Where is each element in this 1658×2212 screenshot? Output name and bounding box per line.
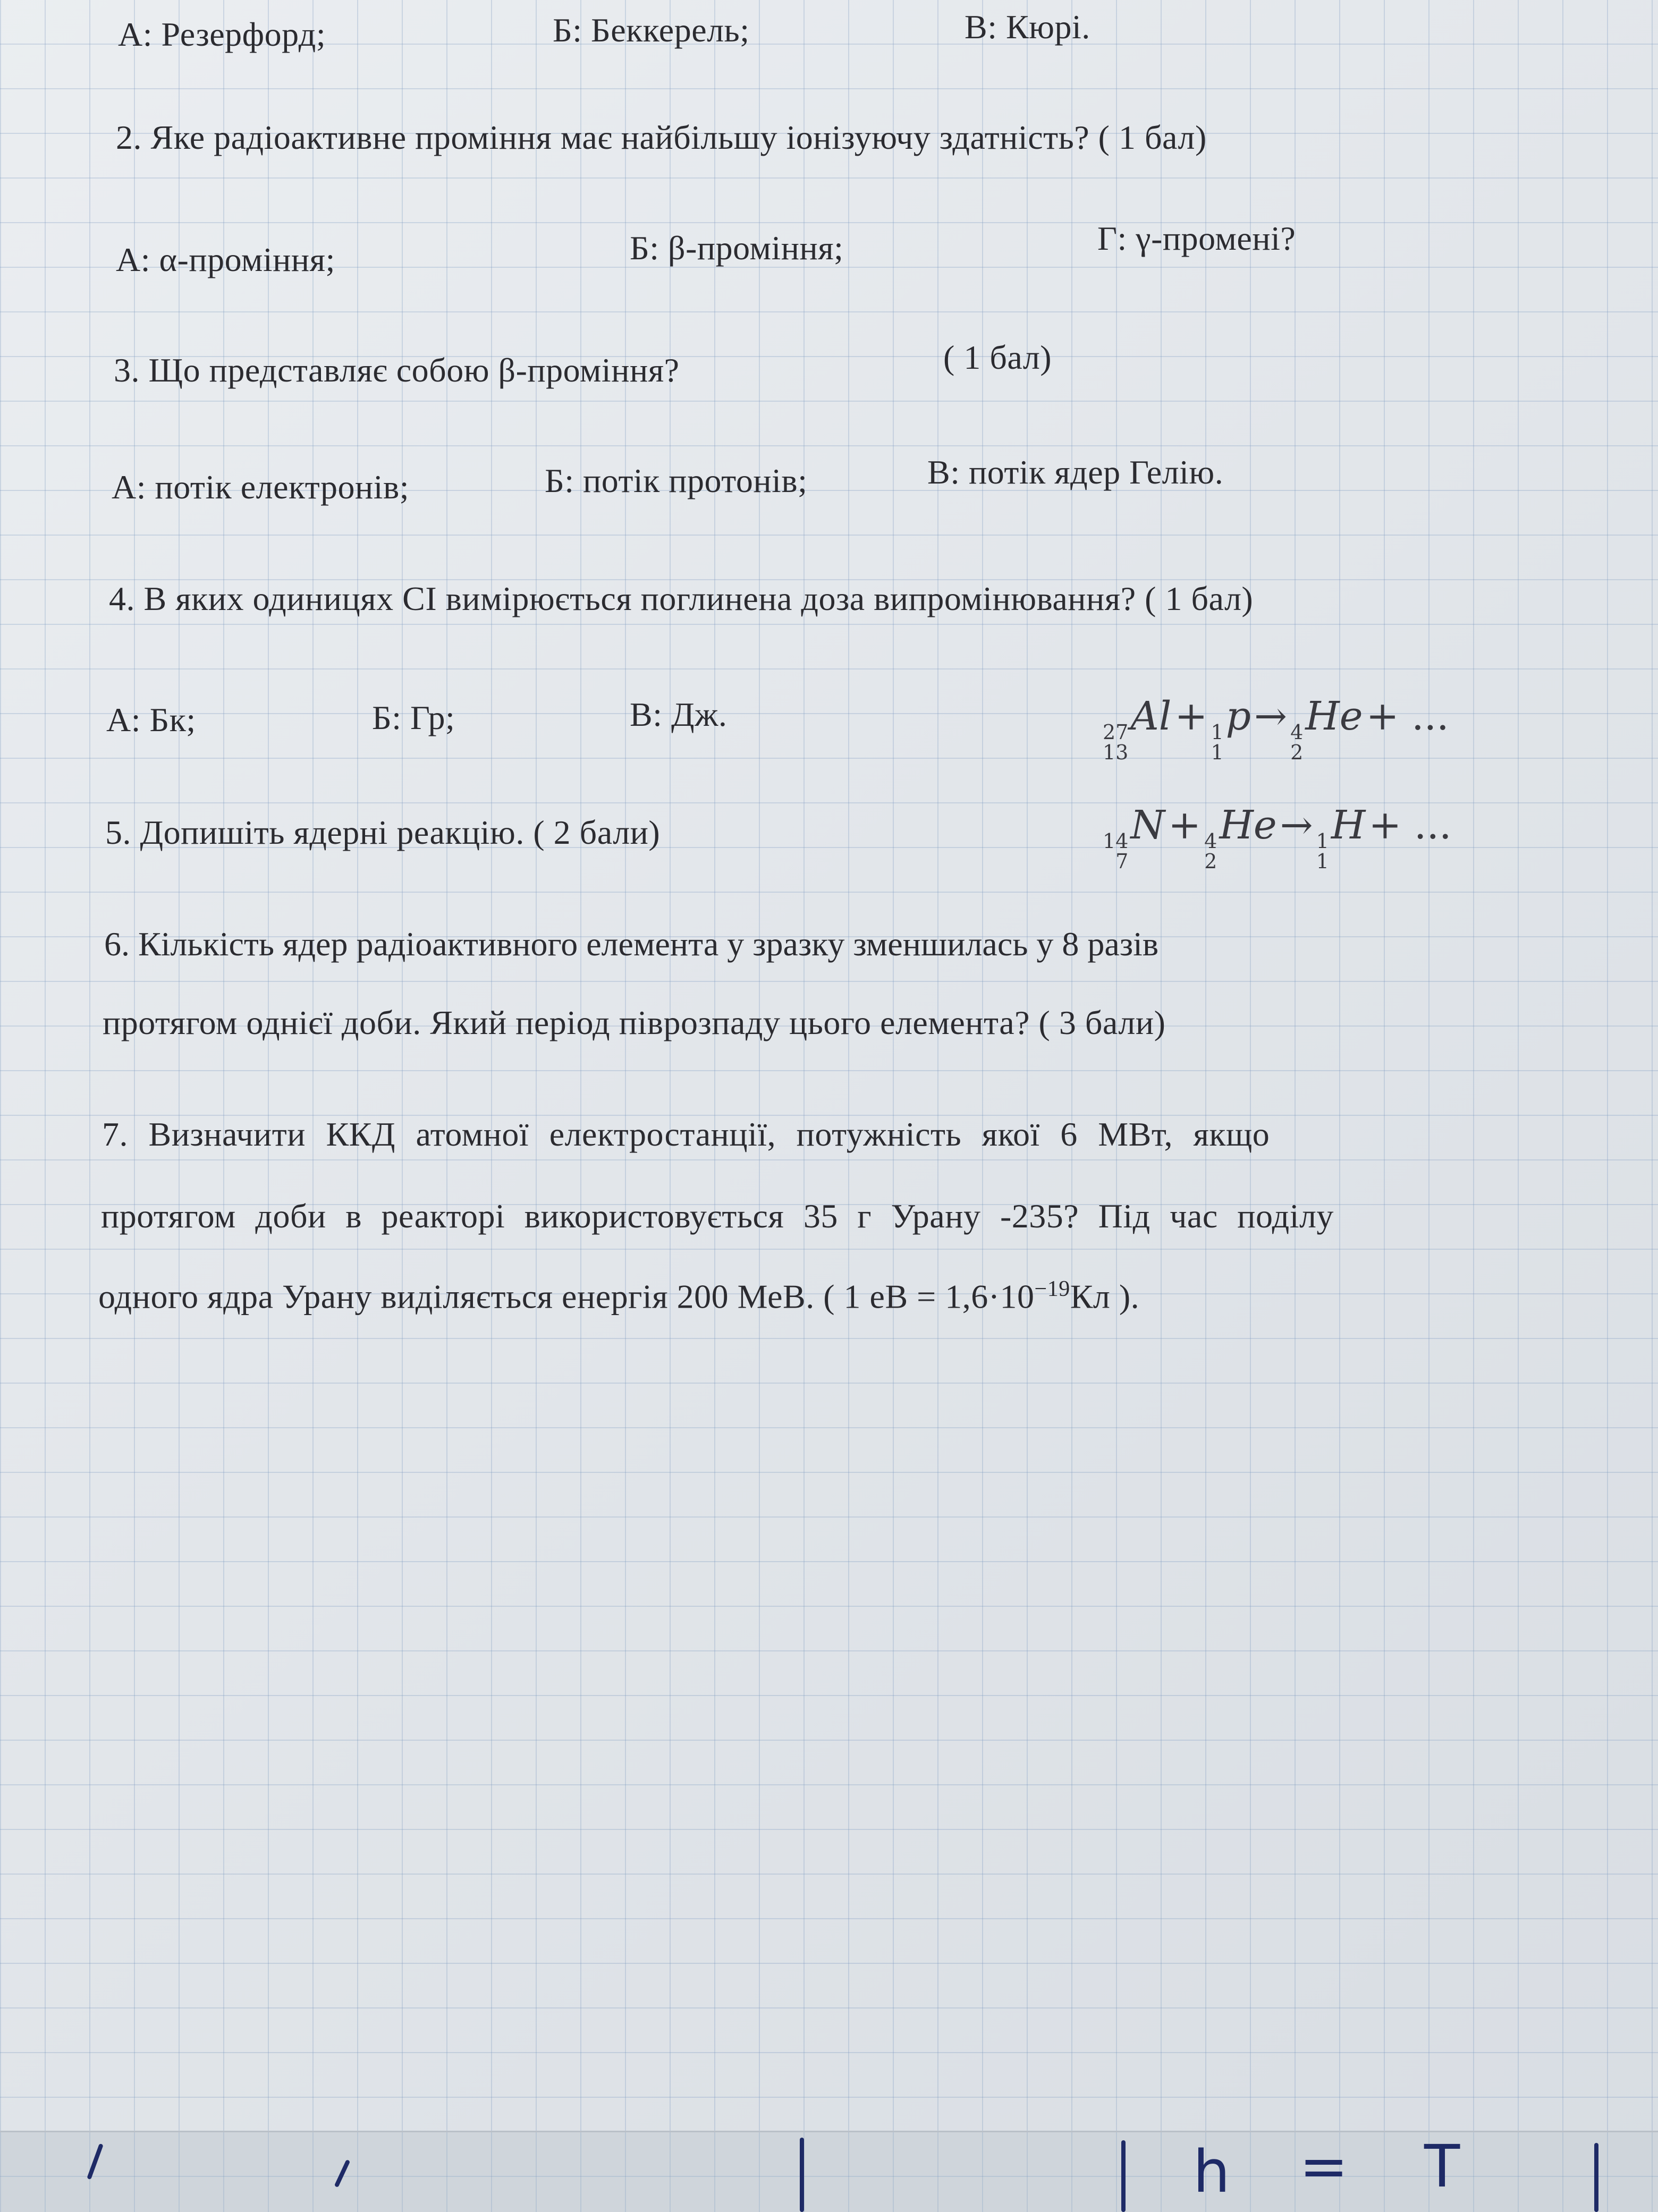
q4-option-c: В: Дж. <box>630 696 728 733</box>
handwritten-h: h <box>1193 2138 1230 2206</box>
q2-option-b: Б: β-проміння; <box>630 229 844 267</box>
q2-text: 2. Яке радіоактивне проміння має найбільшу іонізуючу здатність? ( 1 бал) <box>116 118 1207 156</box>
nitrogen-symbol: N <box>1130 802 1165 848</box>
n-atomic-number: 7 <box>1115 850 1129 873</box>
h-atomic-number: 1 <box>1316 850 1329 873</box>
q4-text: 4. В яких одиницях СІ вимірюється поглинена доза випромінювання? ( 1 бал) <box>109 580 1254 617</box>
he-atomic-number: 2 <box>1204 850 1217 873</box>
q5-text: 5. Допишіть ядерні реакцію. ( 2 бали) <box>105 813 661 851</box>
q7-exponent: −19 <box>1034 1277 1070 1301</box>
q2-option-a: А: α-проміння; <box>116 241 335 278</box>
h-mass-number: 1 <box>1316 829 1329 853</box>
q6-line-1-text: 6. Кількість ядер радіоактивного елемента у зразку зменшилась у 8 разів <box>104 925 1159 963</box>
underlying-notebook-page <box>0 2131 1658 2212</box>
handwritten-equals: = <box>1299 2132 1349 2200</box>
nuclear-reaction-2: 14 7 N+ 4 2 He→ 1 1 H+ ... <box>1103 802 1452 873</box>
handwriting-stroke <box>800 2138 804 2212</box>
q7-line-3 <box>98 1276 1139 1316</box>
al-mass-number: 27 <box>1103 721 1129 744</box>
proton-symbol: p <box>1225 693 1251 739</box>
al-atomic-number: 13 <box>1103 741 1129 764</box>
q7-line-2: протягом доби в реакторі використовується 35 г Урану -235? Під час поділу <box>101 1197 1334 1235</box>
q7-line-3-text: одного ядра Урану виділяється енергія 200 МеВ. ( 1 еВ = 1,6·10 <box>98 1277 1035 1316</box>
q7-line-1: 7. Визначити ККД атомної електростанції, потужність якої 6 МВт, якщо <box>102 1115 1270 1153</box>
q3-points: ( 1 бал) <box>943 338 1052 376</box>
q3-text: 3. Що представляє собою β-проміння? <box>114 351 680 389</box>
q3-option-b: Б: потік протонів; <box>545 462 808 499</box>
reaction-1-tail: + ... <box>1366 693 1449 739</box>
proton-charge-number: 1 <box>1211 741 1224 764</box>
he-mass-number: 4 <box>1204 829 1217 853</box>
he-atomic-number: 2 <box>1290 741 1304 764</box>
q3-option-a: А: потік електронів; <box>112 468 410 506</box>
he-mass-number: 4 <box>1290 721 1304 744</box>
q6-line-2: протягом однієї доби. Який період піврозпаду цього елемента? ( 3 бали) <box>103 1004 1166 1041</box>
q2-option-c: Г: γ-промені? <box>1097 219 1296 257</box>
n-mass-number: 14 <box>1103 829 1129 853</box>
q6-line-1 <box>104 925 1624 964</box>
helium-symbol: He <box>1219 802 1277 848</box>
q4-option-a: А: Бк; <box>106 701 196 739</box>
handwriting-stroke <box>87 2143 103 2180</box>
q1-option-b: Б: Беккерель; <box>553 11 750 49</box>
nuclear-reaction-1: 27 13 Al+ 1 1 p→ 4 2 He+ ... <box>1103 693 1449 764</box>
helium-symbol: He <box>1305 693 1363 739</box>
q3-option-c: В: потік ядер Гелію. <box>927 453 1224 491</box>
handwriting-stroke <box>1121 2140 1126 2212</box>
handwriting-stroke <box>334 2159 350 2188</box>
q7-line-3-end: Кл ). <box>1070 1277 1140 1316</box>
hydrogen-symbol: H <box>1331 802 1366 848</box>
handwritten-t: T <box>1424 2132 1460 2200</box>
q4-option-b: Б: Гр; <box>372 699 455 736</box>
handwriting-stroke <box>1594 2143 1598 2212</box>
q1-option-c: В: Кюрі. <box>965 8 1090 46</box>
reaction-2-tail: + ... <box>1368 802 1452 848</box>
aluminium-symbol: Al <box>1130 693 1172 739</box>
q1-option-a: А: Резерфорд; <box>118 15 326 53</box>
proton-mass-number: 1 <box>1211 721 1224 744</box>
